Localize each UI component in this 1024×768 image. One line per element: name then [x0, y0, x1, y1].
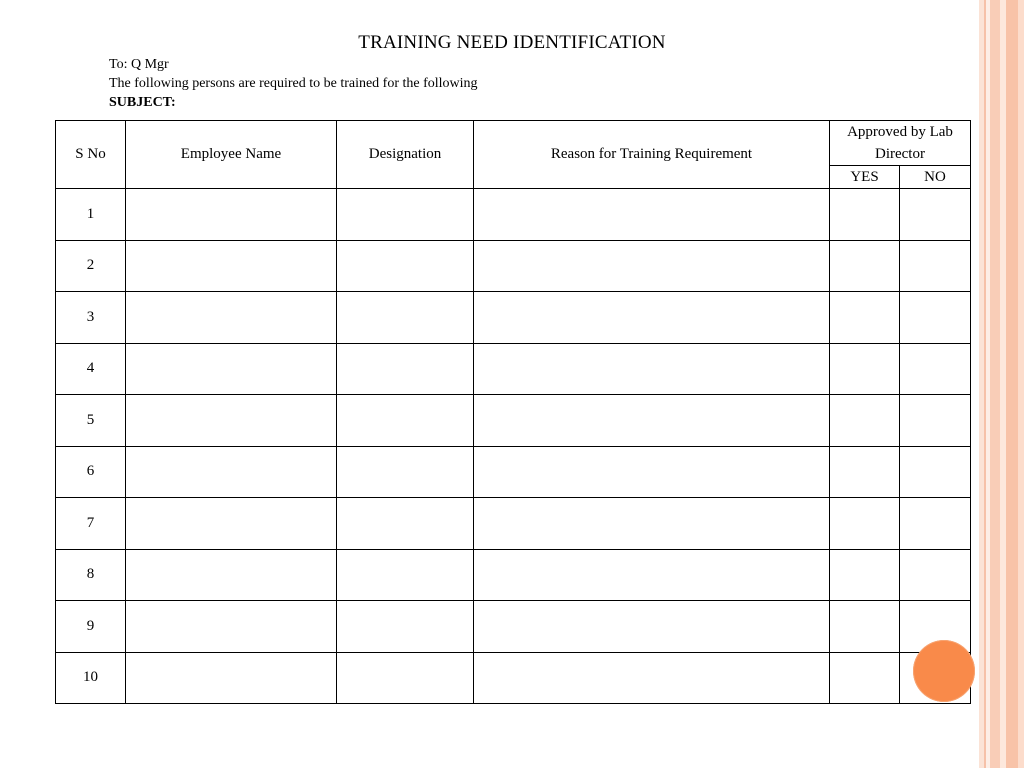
- table-row: [56, 498, 971, 550]
- cell-reason[interactable]: [474, 498, 830, 550]
- table-row: [56, 292, 971, 344]
- cell-approve-yes[interactable]: [830, 395, 900, 447]
- cell-designation[interactable]: [337, 601, 474, 653]
- cell-approve-no[interactable]: [900, 395, 971, 447]
- table-row: [56, 395, 971, 447]
- cell-approve-yes[interactable]: [830, 652, 900, 704]
- table-row: [56, 601, 971, 653]
- decorative-stripe: [1018, 0, 1024, 768]
- cell-approve-yes[interactable]: [830, 189, 900, 241]
- cell-sno: 10: [56, 652, 126, 704]
- header-approved-by: Approved by Lab Director: [830, 121, 971, 166]
- decorative-orange-circle: [913, 640, 975, 702]
- cell-approve-yes[interactable]: [830, 240, 900, 292]
- cell-approve-no[interactable]: [900, 292, 971, 344]
- header-designation: Designation: [337, 121, 474, 189]
- header-sno: S No: [56, 121, 126, 189]
- cell-sno: 5: [56, 395, 126, 447]
- cell-employee-name[interactable]: [126, 601, 337, 653]
- cell-designation[interactable]: [337, 395, 474, 447]
- table-row: [56, 189, 971, 241]
- table-row: [56, 343, 971, 395]
- cell-sno: 2: [56, 240, 126, 292]
- decorative-stripe: [1006, 0, 1018, 768]
- cell-approve-no[interactable]: [900, 549, 971, 601]
- cell-employee-name[interactable]: [126, 652, 337, 704]
- cell-approve-yes[interactable]: [830, 601, 900, 653]
- cell-designation[interactable]: [337, 446, 474, 498]
- header-reason: Reason for Training Requirement: [474, 121, 830, 189]
- table-row: [56, 446, 971, 498]
- cell-approve-no[interactable]: [900, 240, 971, 292]
- header-employee-name: Employee Name: [126, 121, 337, 189]
- subject-label: SUBJECT:: [109, 95, 176, 110]
- cell-reason[interactable]: [474, 652, 830, 704]
- cell-sno: 9: [56, 601, 126, 653]
- cell-sno: 4: [56, 343, 126, 395]
- cell-approve-yes[interactable]: [830, 292, 900, 344]
- decorative-stripe: [990, 0, 1000, 768]
- cell-reason[interactable]: [474, 446, 830, 498]
- cell-designation[interactable]: [337, 240, 474, 292]
- cell-sno: 3: [56, 292, 126, 344]
- cell-designation[interactable]: [337, 189, 474, 241]
- intro-line: The following persons are required to be trained for the following: [109, 76, 478, 91]
- cell-designation[interactable]: [337, 549, 474, 601]
- cell-employee-name[interactable]: [126, 395, 337, 447]
- table-row: [56, 652, 971, 704]
- to-line: To: Q Mgr: [109, 57, 169, 72]
- cell-approve-no[interactable]: [900, 446, 971, 498]
- cell-employee-name[interactable]: [126, 549, 337, 601]
- cell-approve-yes[interactable]: [830, 446, 900, 498]
- cell-employee-name[interactable]: [126, 343, 337, 395]
- cell-reason[interactable]: [474, 395, 830, 447]
- training-table: [55, 120, 971, 704]
- cell-approve-no[interactable]: [900, 343, 971, 395]
- cell-employee-name[interactable]: [126, 292, 337, 344]
- header-no: NO: [900, 166, 971, 189]
- cell-approve-yes[interactable]: [830, 343, 900, 395]
- cell-sno: 7: [56, 498, 126, 550]
- cell-designation[interactable]: [337, 343, 474, 395]
- cell-employee-name[interactable]: [126, 498, 337, 550]
- cell-reason[interactable]: [474, 549, 830, 601]
- cell-reason[interactable]: [474, 343, 830, 395]
- cell-designation[interactable]: [337, 498, 474, 550]
- cell-sno: 1: [56, 189, 126, 241]
- cell-sno: 8: [56, 549, 126, 601]
- cell-employee-name[interactable]: [126, 446, 337, 498]
- table-row: [56, 549, 971, 601]
- cell-employee-name[interactable]: [126, 189, 337, 241]
- table-row: [56, 240, 971, 292]
- cell-reason[interactable]: [474, 601, 830, 653]
- cell-approve-no[interactable]: [900, 498, 971, 550]
- cell-reason[interactable]: [474, 292, 830, 344]
- cell-approve-yes[interactable]: [830, 498, 900, 550]
- cell-approve-no[interactable]: [900, 189, 971, 241]
- cell-designation[interactable]: [337, 652, 474, 704]
- cell-reason[interactable]: [474, 189, 830, 241]
- cell-designation[interactable]: [337, 292, 474, 344]
- cell-employee-name[interactable]: [126, 240, 337, 292]
- cell-sno: 6: [56, 446, 126, 498]
- page-title: TRAINING NEED IDENTIFICATION: [358, 32, 666, 53]
- header-yes: YES: [830, 166, 900, 189]
- cell-reason[interactable]: [474, 240, 830, 292]
- cell-approve-yes[interactable]: [830, 549, 900, 601]
